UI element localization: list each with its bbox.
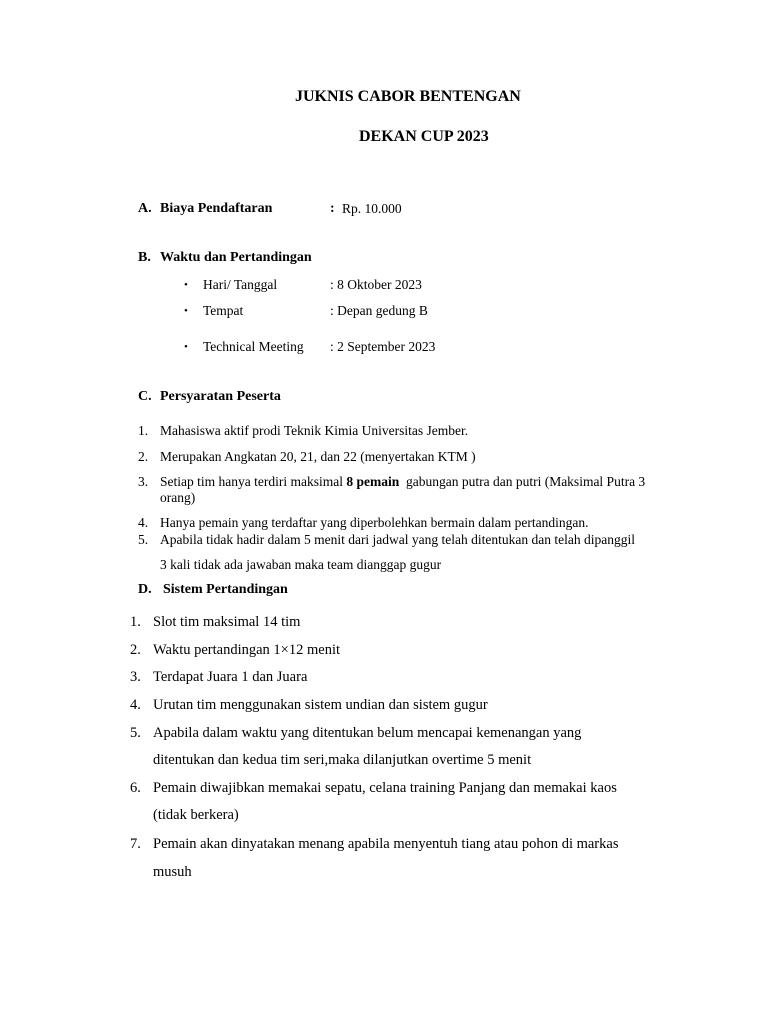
list-item: Pemain diwajibkan memakai sepatu, celana training Panjang dan memakai kaos [153,780,617,796]
list-item: Waktu pertandingan 1×12 menit [153,642,341,658]
list-item: Urutan tim menggunakan sistem undian dan sistem gugur [153,697,488,713]
section-d-label: Sistem Pertandingan [163,582,288,597]
schedule-label-place: Tempat [203,303,244,318]
list-item-continuation: musuh [153,864,192,880]
schedule-value-meeting: : 2 September 2023 [330,339,436,354]
section-a-letter: A. [138,201,152,216]
list-item-number: 1. [130,614,141,630]
list-item-number: 5. [138,532,149,547]
document-subtitle: DEKAN CUP 2023 [359,128,489,145]
schedule-label-date: Hari/ Tanggal [203,277,278,292]
section-c-letter: C. [138,389,152,404]
bullet-icon: • [184,305,188,317]
list-item-continuation: ditentukan dan kedua tim seri,maka dilanjutkan overtime 5 menit [153,752,532,768]
list-item-number: 1. [138,423,149,438]
section-b-letter: B. [138,250,151,265]
list-item: Pemain akan dinyatakan menang apabila menyentuh tiang atau pohon di markas [153,836,619,852]
bullet-icon: • [184,279,188,291]
list-item-number: 2. [138,449,149,464]
section-c-label: Persyaratan Peserta [160,389,281,404]
list-item-continuation: (tidak berkera) [153,807,239,823]
list-item-number: 2. [130,642,141,658]
bullet-icon: • [184,341,188,353]
list-item: Terdapat Juara 1 dan Juara [153,669,308,685]
list-item: Setiap tim hanya terdiri maksimal 8 pemain gabungan putra dan putri (Maksimal Putra 3 [160,474,646,489]
section-d-letter: D. [138,582,152,597]
list-item-number: 4. [130,697,141,713]
section-a-label: Biaya Pendaftaran [160,201,273,216]
section-a-colon: : [330,201,335,216]
list-item: Slot tim maksimal 14 tim [153,614,301,630]
list-item: Mahasiswa aktif prodi Teknik Kimia Universitas Jember. [160,423,469,438]
schedule-label-meeting: Technical Meeting [203,339,304,354]
list-item-number: 6. [130,780,141,796]
list-item: Hanya pemain yang terdaftar yang diperbolehkan bermain dalam pertandingan. [160,515,589,530]
list-item-number: 7. [130,836,141,852]
section-b-label: Waktu dan Pertandingan [160,250,312,265]
list-item-number: 4. [138,515,149,530]
bold-emphasis: 8 pemain [346,474,400,489]
schedule-value-date: : 8 Oktober 2023 [330,277,422,292]
list-item-number: 5. [130,725,141,741]
document-title: JUKNIS CABOR BENTENGAN [295,88,521,105]
list-item-number: 3. [138,474,149,489]
schedule-value-place: : Depan gedung B [330,303,428,318]
list-item: Merupakan Angkatan 20, 21, dan 22 (menyertakan KTM ) [160,449,476,464]
list-item: Apabila tidak hadir dalam 5 menit dari jadwal yang telah ditentukan dan telah dipanggil [160,532,635,547]
list-item-continuation: orang) [160,490,196,505]
list-item: Apabila dalam waktu yang ditentukan belum mencapai kemenangan yang [153,725,582,741]
list-item-continuation: 3 kali tidak ada jawaban maka team dianggap gugur [160,557,442,572]
list-item-number: 3. [130,669,141,685]
section-a-value: Rp. 10.000 [342,201,402,216]
